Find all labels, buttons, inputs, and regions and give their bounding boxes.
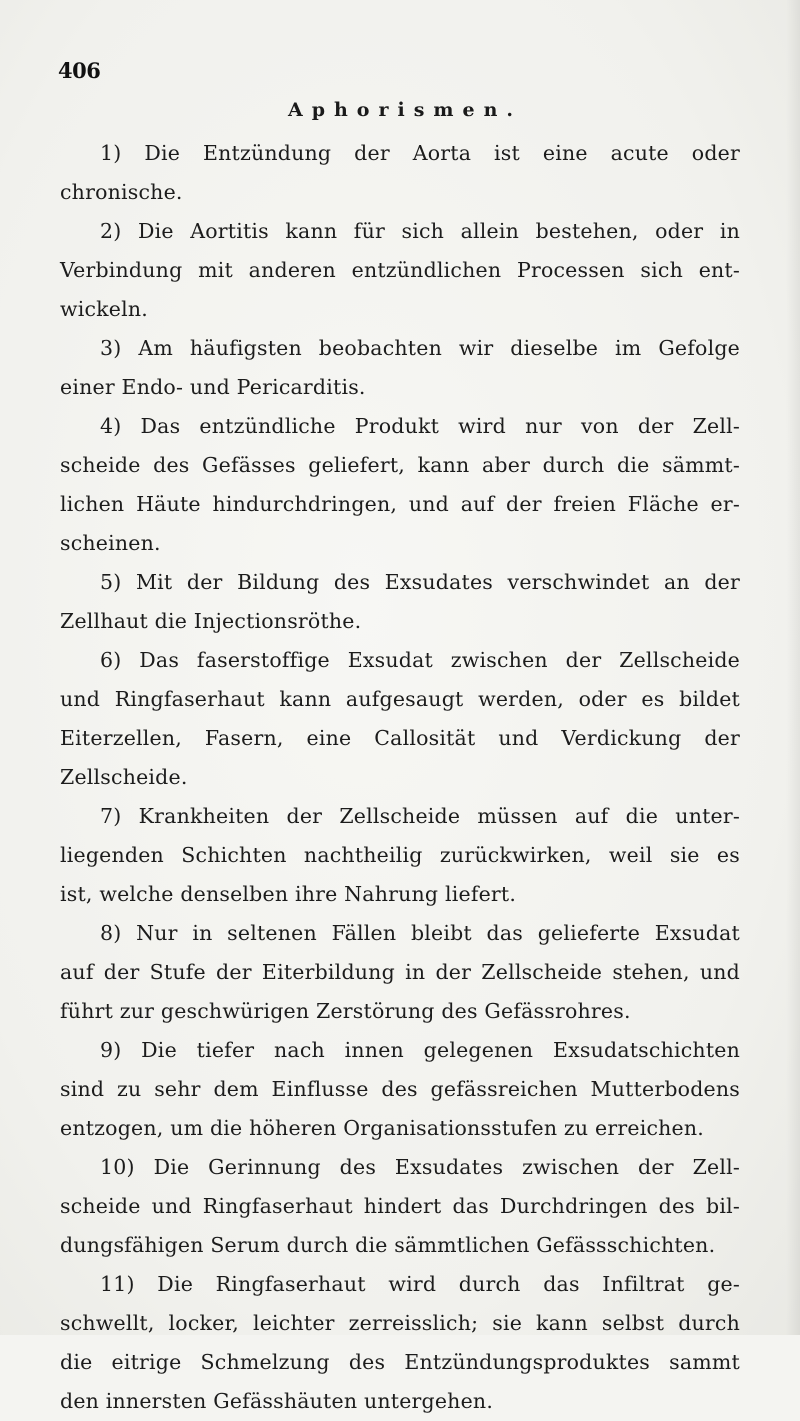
text-line: den innersten Gefässhäuten untergehen. — [60, 1389, 494, 1413]
text-line: 10) Die Gerinnung des Exsudates zwischen der Zell- — [100, 1155, 740, 1179]
text-line: dungsfähigen Serum durch die sämmtlichen Gefässschichten. — [60, 1233, 716, 1257]
text-line: 2) Die Aortitis kann für sich allein bestehen, oder in — [100, 219, 740, 243]
text-line: einer Endo- und Pericarditis. — [60, 375, 366, 399]
page-edge-shadow — [786, 0, 800, 1335]
text-line: lichen Häute hindurchdringen, und auf der freien Fläche er- — [60, 492, 740, 516]
text-line: sind zu sehr dem Einflusse des gefässreichen Mutterbodens — [60, 1077, 740, 1101]
text-line: 3) Am häufigsten beobachten wir dieselbe im Gefolge — [100, 336, 740, 360]
text-line: chronische. — [60, 180, 183, 204]
text-line: Verbindung mit anderen entzündlichen Processen sich ent- — [60, 258, 740, 282]
text-line: auf der Stufe der Eiterbildung in der Zellscheide stehen, und — [60, 960, 740, 984]
text-line: 4) Das entzündliche Produkt wird nur von der Zell- — [100, 414, 740, 438]
text-line: die eitrige Schmelzung des Entzündungsproduktes sammt — [60, 1350, 740, 1374]
text-line: liegenden Schichten nachtheilig zurückwirken, weil sie es — [60, 843, 740, 867]
page-title: Aphorismen. — [287, 99, 523, 121]
text-line: führt zur geschwürigen Zerstörung des Gefässrohres. — [60, 999, 631, 1023]
page-number: 406 — [58, 58, 101, 83]
text-line: Zellhaut die Injectionsröthe. — [60, 609, 362, 633]
text-line: 8) Nur in seltenen Fällen bleibt das gelieferte Exsudat — [100, 921, 740, 945]
text-line: scheinen. — [60, 531, 161, 555]
text-line: wickeln. — [60, 297, 149, 321]
text-line: 1) Die Entzündung der Aorta ist eine acute oder — [100, 141, 740, 165]
text-line: 5) Mit der Bildung des Exsudates verschwindet an der — [100, 570, 740, 594]
text-line: ist, welche denselben ihre Nahrung liefert. — [60, 882, 517, 906]
text-line: schwellt, locker, leichter zerreisslich; sie kann selbst durch — [60, 1311, 740, 1335]
text-line: Eiterzellen, Fasern, eine Callosität und Verdickung der — [60, 726, 740, 750]
text-line: scheide und Ringfaserhaut hindert das Durchdringen des bil- — [60, 1194, 740, 1218]
text-line: scheide des Gefässes geliefert, kann aber durch die sämmt- — [60, 453, 740, 477]
text-line: und Ringfaserhaut kann aufgesaugt werden, oder es bildet — [60, 687, 740, 711]
text-line: entzogen, um die höheren Organisationsstufen zu erreichen. — [60, 1116, 705, 1140]
body-text — [60, 134, 740, 1421]
text-line: 9) Die tiefer nach innen gelegenen Exsudatschichten — [100, 1038, 740, 1062]
text-line: 6) Das faserstoffige Exsudat zwischen der Zellscheide — [100, 648, 740, 672]
text-line: Zellscheide. — [60, 765, 188, 789]
text-line: 11) Die Ringfaserhaut wird durch das Infiltrat ge- — [100, 1272, 740, 1296]
text-line: 7) Krankheiten der Zellscheide müssen auf die unter- — [100, 804, 740, 828]
